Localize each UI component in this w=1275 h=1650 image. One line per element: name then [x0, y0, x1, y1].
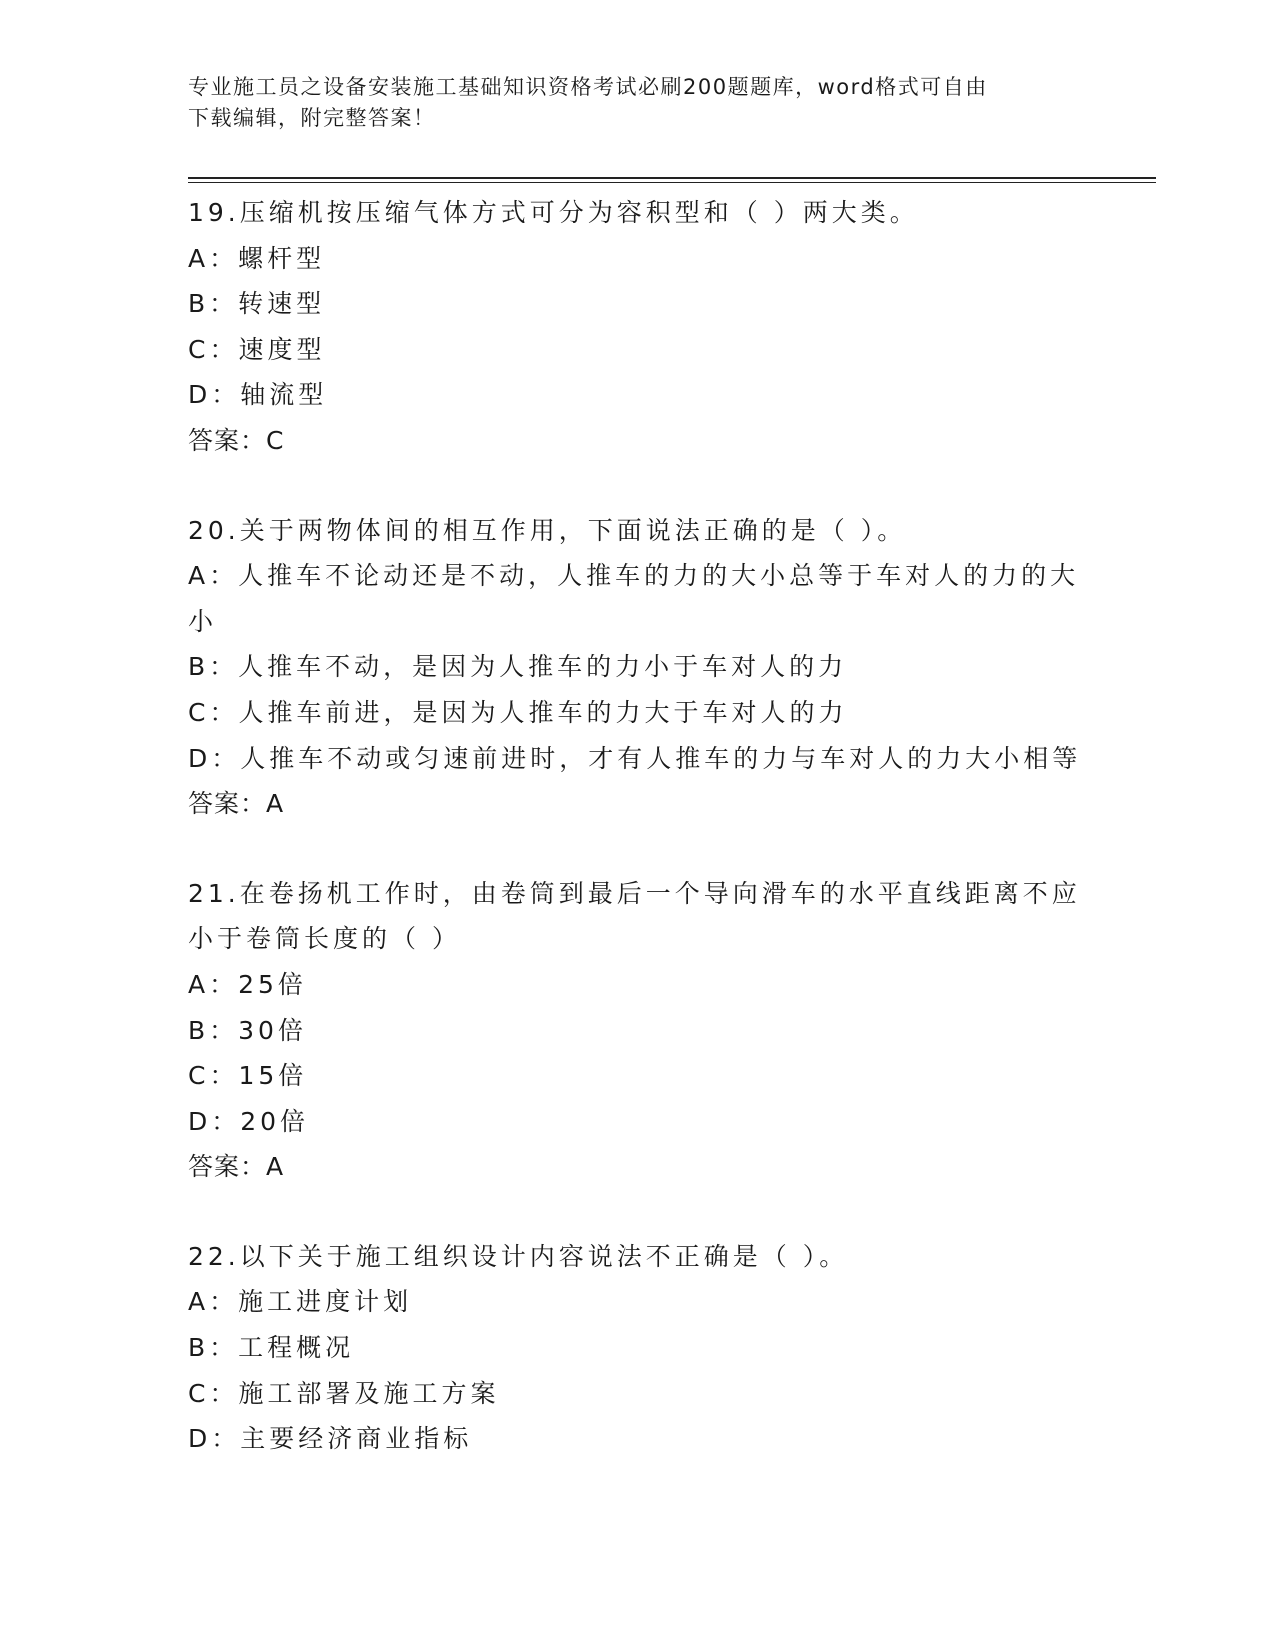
question-22	[188, 1234, 1088, 1462]
question-20	[188, 508, 1088, 827]
answer-line: 答案：C	[188, 425, 285, 455]
header-line-2: 下载编辑，附完整答案！	[188, 106, 436, 130]
document-header	[188, 72, 1088, 134]
option-c: C：15倍	[188, 1061, 308, 1091]
option-b: B：工程概况	[188, 1333, 355, 1363]
option-c: C：人推车前进，是因为人推车的力大于车对人的力	[188, 697, 848, 727]
option-b: B：人推车不动，是因为人推车的力小于车对人的力	[188, 652, 848, 682]
option-a: A：25倍	[188, 969, 307, 999]
option-d: D：主要经济商业指标	[188, 1424, 473, 1454]
header-line-1: 专业施工员之设备安装施工基础知识资格考试必刷200题题库，word格式可自由	[188, 75, 988, 99]
option-d: D：人推车不动或匀速前进时，才有人推车的力与车对人的力大小相等	[188, 743, 1082, 773]
answer-line: 答案：A	[188, 1152, 285, 1182]
option-c: C：施工部署及施工方案	[188, 1378, 500, 1408]
option-a-continued: 小	[188, 606, 218, 636]
header-divider	[188, 177, 1156, 183]
option-d: D：轴流型	[188, 380, 328, 410]
option-b: B：30倍	[188, 1015, 307, 1045]
question-stem: 22.以下关于施工组织设计内容说法不正确是（ ）。	[188, 1241, 849, 1271]
option-a: A：人推车不论动还是不动，人推车的力的大小总等于车对人的力的大	[188, 561, 1080, 591]
question-stem-continued: 小于卷筒长度的（ ）	[188, 924, 461, 954]
question-stem: 19.压缩机按压缩气体方式可分为容积型和（ ）两大类。	[188, 198, 919, 227]
question-stem: 20.关于两物体间的相互作用，下面说法正确的是（ ）。	[188, 515, 907, 545]
question-19	[188, 190, 1088, 464]
option-d: D：20倍	[188, 1106, 310, 1136]
option-c: C：速度型	[188, 334, 326, 364]
question-list	[188, 190, 1088, 1506]
option-b: B：转速型	[188, 289, 326, 319]
question-21	[188, 871, 1088, 1190]
option-a: A：施工进度计划	[188, 1287, 413, 1317]
question-stem: 21.在卷扬机工作时，由卷筒到最后一个导向滑车的水平直线距离不应	[188, 878, 1081, 908]
option-a: A：螺杆型	[188, 243, 326, 273]
answer-line: 答案：A	[188, 789, 285, 819]
